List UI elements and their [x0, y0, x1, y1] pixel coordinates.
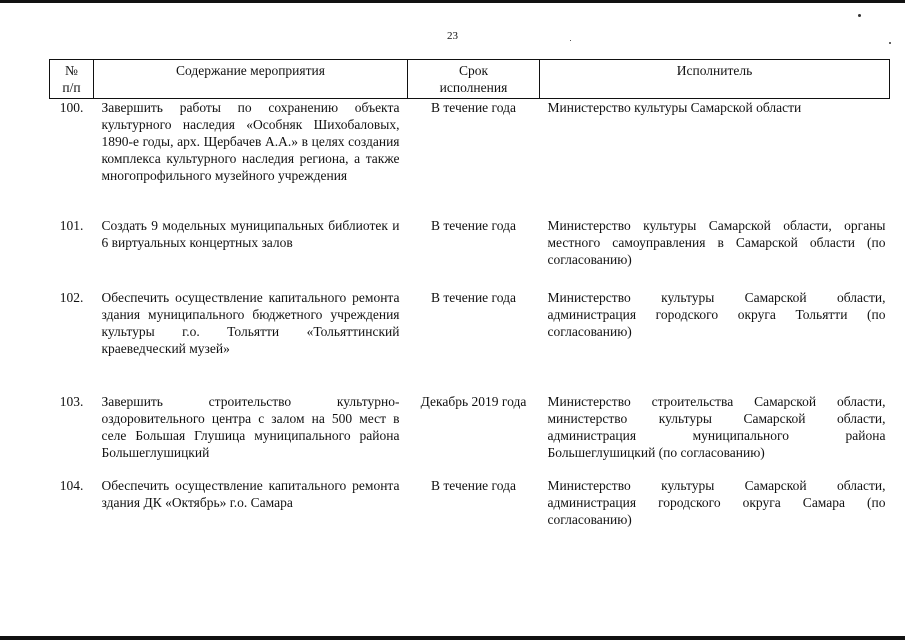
row-executor: Министерство культуры Самарской области, органы местного самоуправления в Самарской области (по согласованию) [547, 217, 886, 267]
row-term: В течение года [431, 289, 516, 305]
row-term: В течение года [431, 217, 516, 233]
row-number: 102. [59, 289, 84, 305]
scan-speck [889, 42, 891, 44]
table-row [50, 99, 890, 217]
header-number [50, 60, 94, 99]
table-row [50, 217, 890, 289]
row-content: Обеспечить осуществление капитального ремонта здания муниципального бюджетного учреждения культуры г.о. Тольятти «Тольяттинский краеведческий музей» [101, 289, 400, 356]
table-header [50, 60, 890, 99]
table-row [50, 393, 890, 477]
row-content: Завершить работы по сохранению объекта культурного наследия «Особняк Шихобаловых, 1890-е годы, арх. Щербачев А.А.» в целях создания комплекса культурного наследия региона, а также многопрофильного музейного учреждения [101, 100, 400, 183]
row-executor: Министерство культуры Самарской области, администрация городского округа Самара (по согласованию) [547, 477, 886, 527]
row-executor: Министерство культуры Самарской области, администрация городского округа Тольятти (по согласованию) [547, 289, 886, 339]
header-content: Содержание мероприятия [94, 60, 408, 99]
top-border-line [0, 0, 905, 3]
header-term [408, 60, 540, 99]
table-row [50, 477, 890, 537]
header-executor: Исполнитель [540, 60, 890, 99]
row-executor: Министерство строительства Самарской области, министерство культуры Самарской области, администрация муниципального района Большеглушицкий (по согласованию) [547, 393, 886, 460]
row-term: Декабрь 2019 года [420, 393, 527, 409]
header-number-line1: № [65, 63, 78, 78]
row-term: В течение года [431, 477, 516, 493]
header-number-line2: п/п [62, 80, 81, 95]
bottom-border-line [0, 636, 905, 640]
row-content: Создать 9 модельных муниципальных библиотек и 6 виртуальных концертных залов [101, 217, 400, 250]
row-number: 103. [59, 393, 84, 409]
row-content: Завершить строительство культурно-оздоровительного центра с залом на 500 мест в селе Большая Глушица муниципального района Большеглушицкий [101, 393, 400, 460]
row-number: 100. [59, 100, 84, 115]
row-number: 101. [59, 217, 84, 233]
row-term: В течение года [431, 100, 516, 115]
row-number: 104. [59, 477, 84, 493]
header-term-line1: Срок [458, 63, 489, 78]
page-number: 23 [447, 30, 458, 42]
row-executor: Министерство культуры Самарской области [547, 100, 802, 115]
scan-speck [858, 14, 861, 17]
row-content: Обеспечить осуществление капитального ремонта здания ДК «Октябрь» г.о. Самара [101, 477, 400, 510]
measures-table [49, 59, 890, 537]
header-term-line2: исполнения [439, 80, 508, 95]
table-row [50, 289, 890, 393]
